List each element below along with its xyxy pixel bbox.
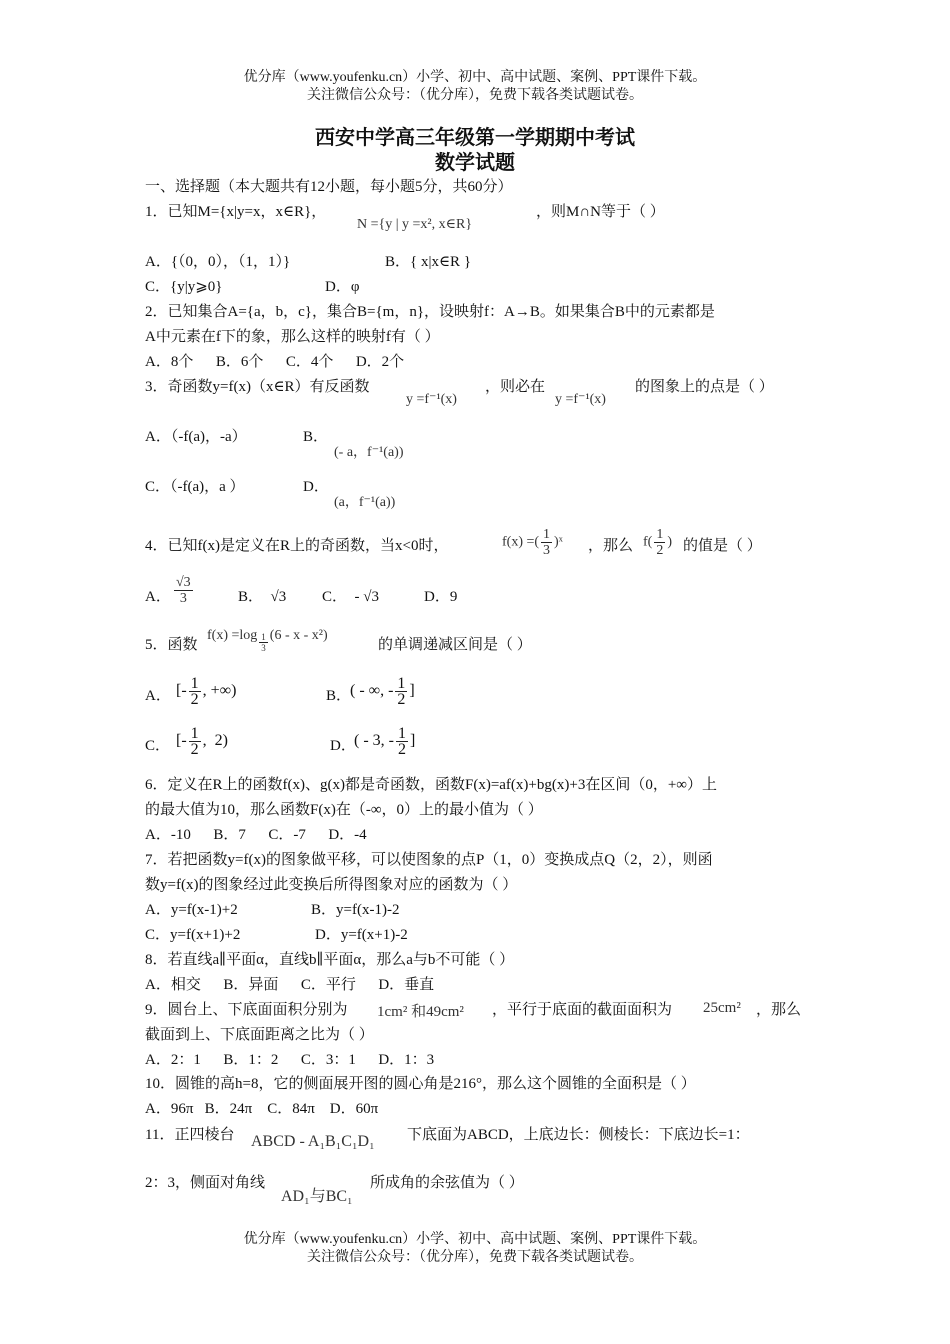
q7-option-a: A．y=f(x-1)+2 <box>145 902 238 918</box>
q5-a-post: , +∞) <box>202 682 237 700</box>
q7-option-b: B．y=f(x-1)-2 <box>311 902 400 918</box>
q1-option-d: D．φ <box>325 279 360 295</box>
question-4-text-c: 的值是（ ） <box>683 538 762 554</box>
q7-option-c: C．y=f(x+1)+2 <box>145 927 241 943</box>
question-4-text-b: ，那么 <box>588 538 634 554</box>
q4-fraction <box>541 527 552 558</box>
q5-option-d-label: D． <box>330 738 356 754</box>
q4-half-den: 2 <box>656 543 664 558</box>
q4-f-half <box>643 527 672 558</box>
question-9-text-b: ，平行于底面的截面面积为 <box>492 1002 673 1018</box>
q5-d-den: 2 <box>397 741 406 758</box>
q11-diagonals-eq: AD₁与BC₁ <box>281 1188 353 1205</box>
q5-c-den: 2 <box>190 741 199 758</box>
question-2-line-2: A中元素在f下的象，那么这样的映射f有（ ） <box>145 329 440 345</box>
q1-option-c: C．{y|y⩾0} <box>145 279 223 295</box>
exam-subtitle: 数学试题 <box>435 152 515 174</box>
q5-b-den: 2 <box>397 691 406 708</box>
question-9-options: A．2：1 B．1：2 C．3：1 D．1：3 <box>145 1052 435 1068</box>
q5-eq-log: f(x) =log <box>207 628 258 643</box>
question-8-stem: 8．若直线a∥平面α，直线b∥平面α，那么a与b不可能（ ） <box>145 952 515 968</box>
q3-inverse-eq-1: y =f⁻¹(x) <box>406 392 457 407</box>
q5-c-num: 1 <box>190 725 199 742</box>
question-3-text-b: ，则必在 <box>485 379 546 395</box>
q5-base-num: 1 <box>261 632 266 642</box>
q5-log-base <box>259 632 268 653</box>
q4-eq2-prefix: f( <box>643 534 653 550</box>
question-11-text-b: 下底面为ABCD，上底边长：侧棱长：下底边长=1： <box>407 1127 750 1143</box>
question-4-text-a: 4．已知f(x)是定义在R上的奇函数，当x<0时， <box>145 538 449 554</box>
q11-frustum-eq: ABCD - A₁B₁C₁D₁ <box>251 1133 375 1150</box>
q5-d-num: 1 <box>397 725 406 742</box>
q3-option-b-eq: (- a，f⁻¹(a)) <box>334 445 404 460</box>
q1-text-b: ，则M∩N等于（ ） <box>536 204 665 220</box>
q5-b-post: ] <box>409 682 415 700</box>
question-2-options: A．8个 B．6个 C．4个 D．2个 <box>145 354 405 370</box>
q4-opt-a-fraction <box>174 575 193 606</box>
q5-b-pre: ( - ∞, - <box>350 682 394 700</box>
question-3-text-c: 的图象上的点是（ ） <box>635 379 774 395</box>
q4-frac-num: 1 <box>543 527 551 542</box>
footer-line-1: 优分库（www.youfenku.cn）小学、初中、高中试题、案例、PPT课件下载。 <box>243 1232 707 1247</box>
q5-option-a-label: A． <box>145 688 171 704</box>
q4-option-a-frac <box>172 575 195 606</box>
q9-areas-eq: 1cm² 和49cm² <box>377 1004 464 1020</box>
q9-section-area-eq: 25cm² <box>703 1000 741 1016</box>
q4-half-num: 1 <box>656 527 664 542</box>
q3-option-c: C．（-f(a)，a ） <box>145 479 245 495</box>
question-11-text-a: 11．正四棱台 <box>145 1127 235 1143</box>
q5-eq-arg: (6 - x - x²) <box>269 628 328 643</box>
question-9-text-a: 9．圆台上、下底面面积分别为 <box>145 1002 348 1018</box>
q4-eq-suffix: )ˣ <box>554 534 563 550</box>
q3-option-d-eq: (a，f⁻¹(a)) <box>334 495 396 510</box>
q3-option-a: A．（-f(a)，-a） <box>145 429 247 445</box>
q5-a-den: 2 <box>190 691 199 708</box>
q4-option-a-label: A． <box>145 589 171 605</box>
q3-option-d-label: D． <box>303 479 329 495</box>
q1-option-a: A．{（0，0），（1，1）} <box>145 254 291 270</box>
q4-function-eq <box>502 527 563 558</box>
q4-eq2-suffix: ) <box>667 534 672 550</box>
section-heading: 一、选择题（本大题共有12小题，每小题5分，共60分） <box>145 179 513 195</box>
q5-c-frac <box>189 726 201 757</box>
q5-a-num: 1 <box>190 675 199 692</box>
q5-b-num: 1 <box>397 675 406 692</box>
q5-a-frac <box>189 676 201 707</box>
question-6-options: A．-10 B．7 C．-7 D．-4 <box>145 827 367 843</box>
q5-c-pre: [- <box>176 732 187 750</box>
q4-option-b: B． √3 <box>238 589 287 605</box>
question-3-text-a: 3．奇函数y=f(x)（x∈R）有反函数 <box>145 379 370 395</box>
question-1-stem <box>145 202 326 222</box>
exam-title: 西安中学高三年级第一学期期中考试 <box>315 127 635 149</box>
q5-c-post: , 2) <box>202 732 228 750</box>
question-2-line-1: 2．已知集合A={a，b，c}，集合B={m，n}，设映射f：A→B。如果集合B中的元素都是 <box>145 304 715 320</box>
question-5-text-b: 的单调递减区间是（ ） <box>378 637 532 653</box>
header-line-2: 关注微信公众号：（优分库），免费下载各类试题试卷。 <box>307 88 643 103</box>
question-11-line-2-b: 所成角的余弦值为（ ） <box>370 1175 524 1191</box>
question-6-line-1: 6．定义在R上的函数f(x)、g(x)都是奇函数，函数F(x)=af(x)+bg(x)+3在区间（0，+∞）上 <box>145 777 717 793</box>
q5-d-frac <box>396 726 408 757</box>
q5-a-pre: [- <box>176 682 187 700</box>
q5-b-frac <box>395 676 407 707</box>
q4-option-d: D．9 <box>424 589 458 605</box>
q3-option-b-label: B． <box>303 429 329 445</box>
q1-option-b: B．{ x|x∈R } <box>385 254 472 270</box>
q5-option-b-label: B． <box>326 688 352 704</box>
q5-option-b <box>350 676 415 707</box>
header-line-1: 优分库（www.youfenku.cn）小学、初中、高中试题、案例、PPT课件下载。 <box>243 70 707 85</box>
question-8-options: A．相交 B．异面 C．平行 D．垂直 <box>145 977 435 993</box>
question-9-line-2: 截面到上、下底面距离之比为（ ） <box>145 1027 374 1043</box>
q5-option-d <box>354 726 415 757</box>
footer-line-2: 关注微信公众号：（优分库），免费下载各类试题试卷。 <box>307 1250 643 1265</box>
q4-opt-a-den: 3 <box>179 591 187 606</box>
question-9-text-c: ，那么 <box>756 1002 802 1018</box>
q5-d-pre: ( - 3, - <box>354 732 394 750</box>
question-7-line-1: 7．若把函数y=f(x)的图象做平移，可以使图象的点P（1，0）变换成点Q（2，2），则函 <box>145 852 713 868</box>
q4-eq-prefix: f(x) =( <box>502 534 540 550</box>
q4-option-c: C． - √3 <box>322 589 379 605</box>
q5-option-c <box>176 726 228 757</box>
question-7-line-2: 数y=f(x)的图象经过此变换后所得图象对应的函数为（ ） <box>145 877 518 893</box>
q4-half-fraction <box>654 527 665 558</box>
q5-option-a <box>176 676 236 707</box>
q5-option-c-label: C． <box>145 738 171 754</box>
q1-text-a: 1．已知M={x|y=x，x∈R}， <box>145 204 327 220</box>
q3-inverse-eq-2: y =f⁻¹(x) <box>555 392 606 407</box>
question-11-line-2-a: 2：3，侧面对角线 <box>145 1175 266 1191</box>
question-10-options: A．96π B．24π C．84π D．60π <box>145 1101 379 1117</box>
q7-option-d: D．y=f(x+1)-2 <box>315 927 408 943</box>
q5-d-post: ] <box>409 732 416 750</box>
q5-base-den: 3 <box>261 643 266 653</box>
question-5-text-a: 5．函数 <box>145 637 198 653</box>
question-10-stem: 10．圆锥的高h=8，它的侧面展开图的圆心角是216°，那么这个圆锥的全面积是（ ） <box>145 1076 696 1092</box>
q4-opt-a-num: √3 <box>176 575 191 590</box>
q5-log-function <box>207 628 328 653</box>
question-6-line-2: 的最大值为10，那么函数F(x)在（-∞，0）上的最小值为（ ） <box>145 802 543 818</box>
q4-frac-den: 3 <box>543 543 551 558</box>
q1-set-n-equation: N ={y | y =x², x∈R} <box>357 217 473 232</box>
